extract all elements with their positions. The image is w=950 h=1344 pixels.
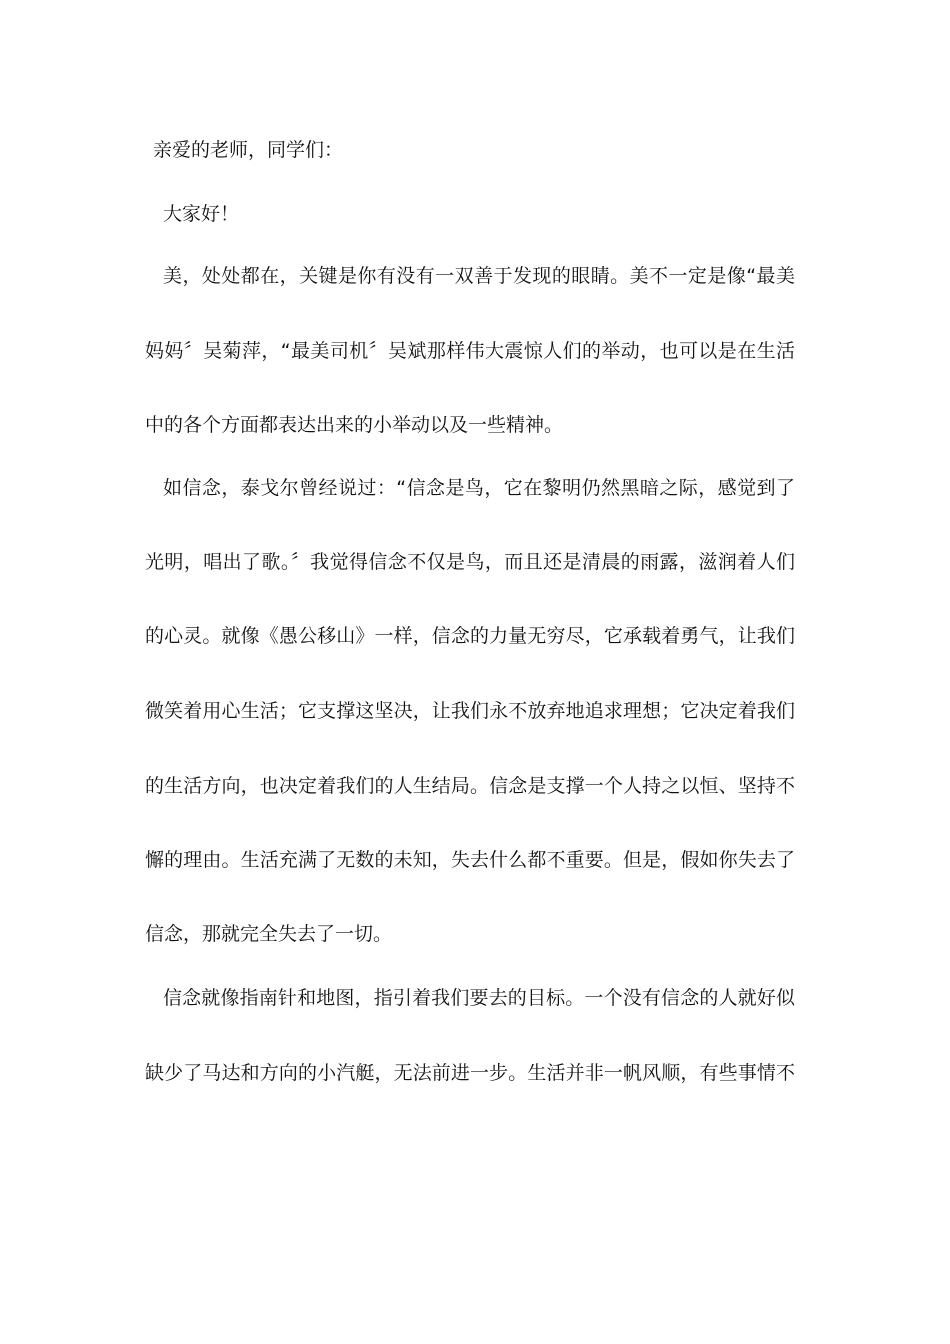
paragraph-line: 的心灵。就像《愚公移山》一样，信念的力量无穷尽，它承载着勇气，让我们 xyxy=(145,625,795,647)
paragraph-line: 中的各个方面都表达出来的小举动以及一些精神。 xyxy=(145,414,564,436)
paragraph-line: 如信念，泰戈尔曾经说过：“信念是鸟，它在黎明仍然黑暗之际，感觉到了 xyxy=(163,477,795,499)
paragraph-line: 懈的理由。生活充满了无数的未知，失去什么都不重要。但是，假如你失去了 xyxy=(145,849,795,871)
paragraph-line: 缺少了马达和方向的小汽艇，无法前进一步。生活并非一帆风顺，有些事情不 xyxy=(145,1062,795,1084)
salutation: 亲爱的老师，同学们： xyxy=(153,139,344,161)
paragraph-line: 妈妈〞吴菊萍，“最美司机〞吴斌那样伟大震惊人们的举动，也可以是在生活 xyxy=(145,340,795,362)
paragraph-line: 信念，那就完全失去了一切。 xyxy=(145,923,393,945)
paragraph-line: 美，处处都在，关键是你有没有一双善于发现的眼睛。美不一定是像“最美 xyxy=(163,265,795,287)
paragraph-line: 信念就像指南针和地图，指引着我们要去的目标。一个没有信念的人就好似 xyxy=(163,987,795,1009)
paragraph-line: 的生活方向，也决定着我们的人生结局。信念是支撑一个人持之以恒、坚持不 xyxy=(145,775,795,797)
greeting: 大家好！ xyxy=(163,203,240,225)
paragraph-line: 光明，唱出了歌。〞我觉得信念不仅是鸟，而且还是清晨的雨露，滋润着人们 xyxy=(145,551,795,573)
paragraph-line: 微笑着用心生活；它支撑这坚决，让我们永不放弃地追求理想；它决定着我们 xyxy=(145,700,795,722)
